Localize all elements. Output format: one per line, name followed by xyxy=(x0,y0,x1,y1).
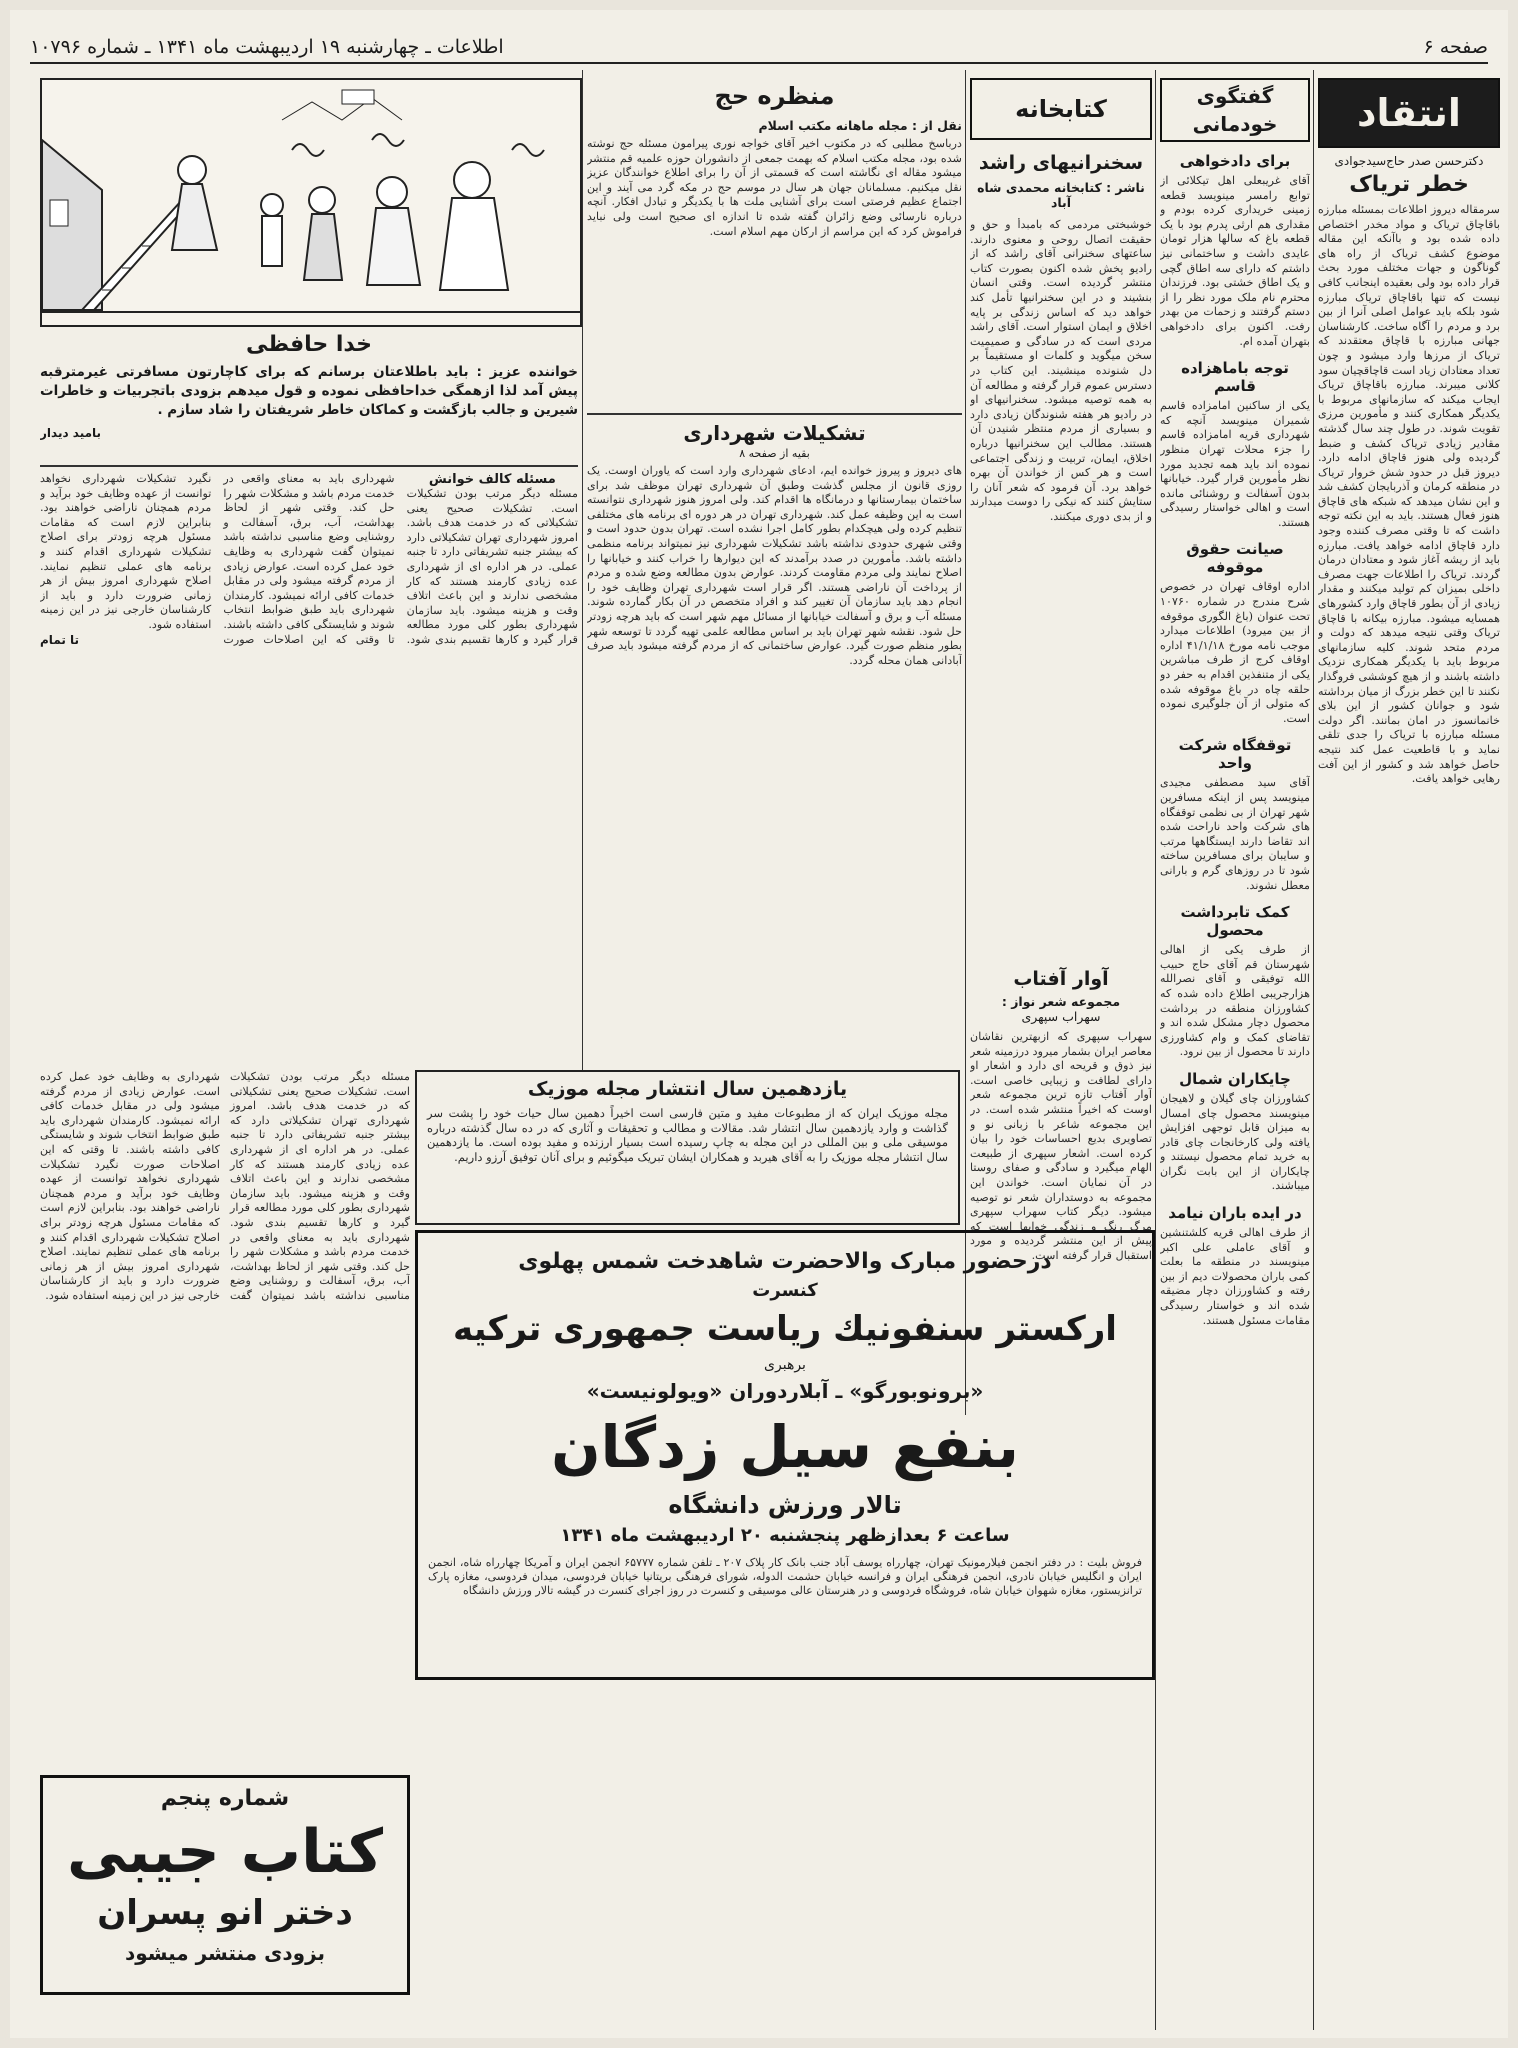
letter-title: برای دادخواهی xyxy=(1179,152,1291,170)
article-title: منظره حج xyxy=(714,82,835,110)
cartoon-sign: بامید دیدار xyxy=(40,426,102,440)
letter-body: یکی از ساکنین امامزاده قاسم شمیران مینویسد آنچه که شهرداری قریه امامزاده قاسم را جزء محلات تهران منظور نموده اند باید همه تجدید مورد نظر مأمورین قرار گیرد. خیابانها بدون آسفالت و روشنائی مانده است و اهالی خواستار رسیدگی هستند. xyxy=(1160,399,1310,529)
headline: خطر تریاک xyxy=(1349,172,1469,197)
subarticle-note: بقیه از صفحه ۸ xyxy=(739,447,810,460)
ad-issue: شماره پنجم xyxy=(160,1786,290,1811)
letter-title: چایکاران شمال xyxy=(1179,1069,1291,1088)
letter-title: در ایده باران نیامد xyxy=(1168,1204,1302,1223)
article-title: مسئله کالف خوانش xyxy=(428,472,556,487)
ad-benefit: بنفع سیل زدگان xyxy=(551,1413,1019,1481)
article-body: درباسخ مطلبی که در مکتوب اخیر آقای خواجه نوری پیرامون مسئله حج نوشته شده بود، مجله مکتب اسلام که بهمت جمعی از دانشوران حوزه علمیه قم منتشر میشود مقاله ای نگاشته است که قسمتی از آن را برای اطلاع خوانندگان عزیز نقل میکنیم. مسلمانان جهان هر سال در موسم حج در مکه گرد می آیند و این اجتماع عظیم فرصتی است برای آشنایی ملت ها با یکدیگر و تبادل افکار. آنچه درباره نارسائی وضع زائران گفته شده تا اندازه ای صحیح است ولی نباید فراموش کرد که این مراسم از ارکان مهم اسلام است. xyxy=(587,137,962,238)
cartoon-drawing xyxy=(42,80,580,325)
letter-body: کشاورزان چای گیلان و لاهیجان مینویسند محصول چای امسال به میزان قابل توجهی افزایش یافته ولی کارخانجات چای قادر به خرید تمام محصول نیستند و چایکاران از این بابت نگران میباشند. xyxy=(1160,1091,1310,1193)
letter-body: آقای سید مصطفی مجیدی مینویسد پس از اینکه مسافرین شهر تهران از بی نظمی توقفگاه های شرکت واحد ناراحت شده اند تقاضا دارند ایستگاهها مرتب و سایبان برای مسافرین ساخته شود تا در روزهای گرم و بارانی معطل نشوند. xyxy=(1160,776,1310,892)
column-rule xyxy=(1313,70,1314,2030)
column-logo: کتابخانه xyxy=(970,78,1152,140)
ad-conductor-label: برهبری xyxy=(764,1357,806,1373)
ad-venue: تالار ورزش دانشگاه xyxy=(668,1491,902,1519)
column-criticism xyxy=(1318,78,1500,2028)
ad-tickets: فروش بلیت : در دفتر انجمن فیلارمونیک تهران، چهارراه یوسف آباد جنب بانک کار پلاک ۲۰۷ ـ تلفن شماره ۶۵۷۷۷ انجمن ایران و آمریکا چهارراه شاه، انجمن ایران و انگلیس خیابان نادری، انجمن فرهنگی ایران و فرانسه خیابان حشمت الدوله، شورای فرهنگی بریتانیا خیابان فردوسی، میدان فردوسی، مغازه پارک ترانزیستور، مغازه شهوان خیابان شاه، فروشگاه فردوسی و در هنرستان عالی موسیقی و کنسرت در روز اجرای کنسرت در گیشه تالار ورزش دانشگاه xyxy=(428,1556,1142,1597)
ad-subtitle: دختر انو پسران xyxy=(97,1893,353,1933)
book-publisher: ناشر : کتابخانه محمدی شاه آباد xyxy=(977,180,1145,210)
ad-orchestra: ارکستر سنفونیك ریاست جمهوری ترکیه xyxy=(453,1309,1117,1349)
box-body: مجله موزیک ایران که از مطبوعات مفید و متین فارسی است اخیراً دهمین سال حیات خود را پشت سر گذاشت و وارد یازدهمین سال انتشار شد. مقالات و مطالب و تحقیقات و آثاری که در ده سال گذشته درباره موسیقی ملی و بین المللی در این مجله به چاپ رسیده است بسیار ارزنده و مفید بوده است. ما یازدهمین سال انتشار مجله موزیک را به آقای هیربد و همکاران ایشان تبریک میگوئیم و برای آنان توفیق آرزو داریم. xyxy=(427,1106,948,1164)
book-title: سخنرانیهای راشد xyxy=(978,152,1144,174)
article-body: مسئله دیگر مرتب بودن تشکیلات است. تشکیلات صحیح یعنی تشکیلاتی که در خدمت هدف باشد. امروز شهرداری تهران تشکیلاتی دارد که بیشتر جنبه تشریفاتی دارد تا جنبه عملی. در هر اداره ای از شهرداری عده زیادی کارمند هستند که کار مشخصی ندارند و این باعث اتلاف وقت و هزینه میشود. باید سازمان شهرداری بطور کلی مورد مطالعه قرار گیرد و کارها تقسیم بندی شود. شهرداری باید به معنای واقعی در خدمت مردم باشد و مشکلات شهر را حل کند. وقتی شهر از لحاظ بهداشت، آب، برق، آسفالت و روشنایی وضع مناسبی نداشته باشد نمیتوان گفت شهرداری به وظایف خود عمل کرده است. عوارض زیادی از مردم گرفته میشود ولی در مقابل خدمات کافی ارائه نمیشود. کارمندان شهرداری باید طبق ضوابط انتخاب شوند و شایستگی کافی داشته باشند. تا وقتی که این اصلاحات صورت نگیرد تشکیلات شهرداری نخواهد توانست از عهده وظایف خود برآید و مردم همچنان ناراضی خواهند بود. بنابراین لازم است که مقامات مسئول هرچه زودتر برای اصلاح تشکیلات شهرداری اقدام کنند و برنامه های عملی تنظیم نمایند. اصلاح شهرداری امروز بیش از هر زمانی ضرورت دارد و باید از کارشناسان خارجی نیز در این زمینه استفاده شود. xyxy=(40,472,578,646)
column-logo: گفتگوی خودمانی xyxy=(1160,78,1310,142)
letter-title: توجه باماهزاده قاسم xyxy=(1181,359,1289,396)
cartoon-caption-area xyxy=(40,328,578,463)
ad-kind: کنسرت xyxy=(752,1280,818,1301)
article-body: سرمقاله دیروز اطلاعات بمسئله مبارزه باقاچاق تریاک و مواد مخدر اختصاص داده شده بود و باآنکه این مقاله موضوع کشف تریاک از راه های گوناگون و جهات مختلف مورد بحث قرار داده بود ولی بعقیده اینجانب کافی نیست که تنها باقاچاق تریاک مبارزه شود بلکه باید عوامل اصلی آنرا از بین برد و مردم را آگاه ساخت. کارشناسان جهانی مبارزه با قاچاق معتقدند که تریاک از مرزها وارد میشود و چون تعداد معتادان زیاد است قاچاقچیان سود کلانی میبرند. مبارزه باقاچاق تریاک ایجاب میکند که سازمانهای مربوط با یکدیگر همکاری کنند و مأمورین مرزی تقویت شوند. در طول چند سال گذشته مقادیر زیادی تریاک کشف و ضبط گردیده ولی هنوز قاچاق ادامه دارد. دیروز قبل در حدود شش خروار تریاک در منطقه کرمان و آذربایجان کشف شد و این نشان میدهد که شبکه های قاچاق هنوز فعال هستند. باید به این نکته توجه داشت که تا وقتی مصرف کننده وجود دارد قاچاق ادامه خواهد یافت. مبارزه باید از ریشه آغاز شود و معتادان درمان گردند. تریاک را اطلاعات جهت مصرف داخلی بمیزان کم تولید میکنند و مقدار زیادی از آن بطور قاچاق وارد کشورهای همسایه میشود. مبارزه بیکانه با قاچاق تریاک وقتی نتیجه میدهد که دولت و مردم متحد شوند. کلیه سازمانهای مربوط باید با یکدیگر همکاری نزدیک داشته باشند و از هیچ کوششی فروگذار نکنند تا این خطر بزرگ از میان برداشته شود و جوانان کشور از این بلای خانمانسوز در امان بمانند. اگر دولت مسئله مبارزه با تریاک را جدی تلقی نماید و با قاطعیت عمل کند نتیجه حاصل خواهد شد و کشور از این آفت رهایی خواهد یافت. xyxy=(1318,203,1500,786)
column-rule xyxy=(582,70,583,1070)
ad-soon: بزودی منتشر میشود xyxy=(124,1941,326,1965)
letter-body: از طرف اهالی قریه کلشتنشین و آقای عاملی علی اکبر مینویسند در منطقه ما بعلت کمی باران محصولات دیم از بین رفته و کشاورزان دچار مضیقه شده اند و خواستار رسیدگی مقامات مسئول هستند. xyxy=(1160,1226,1310,1327)
cartoon-caption: خواننده عزیز : باید باطلاعتان برسانم که برای کاچارتون مسافرتی غیرمترقبه پیش آمد لذا ازهمگی خداحافظی نموده و قول میدهم بزودی باتجربیات و خاطرات شیرین و جالب بازگشت و کماکان خاطر شریفتان را شاد سازم . xyxy=(40,364,578,418)
letter-body: از طرف یکی از اهالی شهرستان قم آقای حاج حبیب الله توفیقی و آقای نصرالله هزارجریبی اطلاع داده شده که کشاورزان منطقه در برداشت محصول دچار مشکل شده اند و تقاضای کمک و وام کشاورزی دارند تا محصول از بین نرود. xyxy=(1160,943,1310,1059)
column-rule xyxy=(1155,70,1156,2030)
letter-body: اداره اوقاف تهران در خصوص شرح مندرج در شماره ۱۰۷۶۰ تحت عنوان (باغ الگوری موقوفه از بین میرود) اطلاعات میدارد موجب نامه مورخ ۴۱/۱/۱۸ اداره اوقاف کرج از طرف مباشرین یکی از متنفذین اقدام به حفر دو حلقه چاه در باغ موقوفه شده که متولی از آن جلوگیری نموده است. xyxy=(1160,580,1310,725)
page-number: صفحه ۶ xyxy=(1423,36,1488,58)
filler-body: مسئله دیگر مرتب بودن تشکیلات است. تشکیلات صحیح یعنی تشکیلاتی که در خدمت هدف باشد. امروز شهرداری تهران تشکیلاتی دارد که بیشتر جنبه تشریفاتی دارد تا جنبه عملی. در هر اداره ای از شهرداری عده زیادی کارمند هستند که کار مشخصی ندارند و این باعث اتلاف وقت و هزینه میشود. باید سازمان شهرداری بطور کلی مورد مطالعه قرار گیرد و کارها تقسیم بندی شود. شهرداری باید به معنای واقعی در خدمت مردم باشد و مشکلات شهر را حل کند. وقتی شهر از لحاظ بهداشت، آب، برق، آسفالت و روشنایی وضع مناسبی نداشته باشد نمیتوان گفت شهرداری به وظایف خود عمل کرده است. عوارض زیادی از مردم گرفته میشود ولی در مقابل خدمات کافی ارائه نمیشود. کارمندان شهرداری باید طبق ضوابط انتخاب شوند و شایستگی کافی داشته باشند. تا وقتی که این اصلاحات صورت نگیرد تشکیلات شهرداری نخواهد توانست از عهده وظایف خود برآید و مردم همچنان ناراضی خواهند بود. بنابراین لازم است که مقامات مسئول هرچه زودتر برای اصلاح تشکیلات شهرداری اقدام کنند و برنامه های عملی تنظیم نمایند. اصلاح شهرداری امروز بیش از هر زمانی ضرورت دارد و باید از کارشناسان خارجی نیز در این زمینه استفاده شود. xyxy=(40,1070,410,1302)
section-subtitle: مجموعه شعر نواز : xyxy=(1001,994,1121,1009)
letter-body: آقای غریبعلی اهل تیکلائی از توابع رامسر مینویسد قطعه زمینی خریداری کرده بودم و مقداری هم ارثی پدرم بود با یک قطعه باغ که سالها هزار تومان عایدی داشت و ساختمانی نیز داشتم که دارای سه اطاق گچی و یک اطاق خشتی بود. فرزندان محترم نام ملک مورد نظر را از دستم گرفتند و زحمات من بهدر رفت. اکنون برای دادخواهی بتهران آمده ام. xyxy=(1160,174,1310,348)
article-end: تا تمام xyxy=(40,632,80,647)
page-header xyxy=(30,32,1488,64)
music-magazine-box xyxy=(415,1070,960,1225)
book-review: خوشبختی مردمی که بامبدأ و حق و حقیقت اتصال روحی و معنوی دارند. ساعتهای سخنرانی آقای راشد که از رادیو پخش شده اکنون بصورت کتاب منتشر گردیده است. وقتی انسان بنشیند و در این سخنرانیها تأمل کند خواهد دید که اساس زندگی بر پایه اخلاق و ایمان استوار است. آقای راشد مردی است که در سادگی و صمیمیت سخن میگوید و کلمات او مستقیماً بر دل شنونده مینشیند. این کتاب در دسترس عموم قرار گرفته و مطالعه آن به همه توصیه میشود. سخنرانیهای او در رادیو هر هفته شنوندگان زیادی دارد و بسیاری از مردم منتظر شنیدن آن هستند. مطالب این سخنرانیها درباره اخلاق، ایمان، تربیت و زندگی اجتماعی است و هر کس از خواندن آن بهره خواهد برد. آن فرمود که شعر آنان را ستایش کنند که نیکی را دوست میدارند و از بدی دوری میکنند. xyxy=(970,218,1152,523)
pocket-book-ad xyxy=(40,1775,410,1995)
column-library xyxy=(970,78,1152,2028)
column-filler xyxy=(40,1070,410,1770)
cartoon-title: خدا حافظی xyxy=(246,332,372,357)
column-rule xyxy=(965,70,966,1415)
subarticle-title: تشکیلات شهرداری xyxy=(683,421,866,445)
letter-title: توقفگاه شرکت واحد xyxy=(1178,736,1292,773)
ad-title: کتاب جیبی xyxy=(66,1817,384,1887)
column-hajj xyxy=(587,78,962,1068)
article-source: نقل از : مجله ماهانه مکتب اسلام xyxy=(758,118,962,133)
ad-conductor: «برونوبورگو» ـ آبلاردوران «ویولونیست» xyxy=(586,1379,984,1403)
cartoon-panel xyxy=(40,78,582,327)
column-logo: انتقاد xyxy=(1318,78,1500,148)
divider xyxy=(40,465,578,467)
ad-patron: درحضور مبارک والاحضرت شاهدخت شمس پهلوی xyxy=(518,1249,1052,1274)
dateline: اطلاعات ـ چهارشنبه ۱۹ اردیبهشت ماه ۱۳۴۱ ـ شماره ۱۰۷۹۶ xyxy=(30,36,504,58)
column-municipality-cont xyxy=(40,472,578,1067)
byline: دکترحسن صدر حاج‌سیدجوادی xyxy=(1334,154,1484,168)
box-title: یازدهمین سال انتشار مجله موزیک xyxy=(527,1078,848,1100)
letter-title: کمک تابرداشت محصول xyxy=(1180,903,1290,940)
section-author: سهراب سپهری xyxy=(1021,1009,1101,1024)
divider xyxy=(587,413,962,415)
subarticle-body: های دیروز و پیروز خوانده ایم، ادعای شهرداری وارد است که یاوران اوست. یک روزی قانون از مجلس گذشت وطبق آن شهرداری تهران موظف شد برای ساختمان بیمارستانها و درمانگاه ها اقدام کند. ولی امروز هنوز شهرداری نتوانسته است به این وظیفه عمل کند. شهرداری تهران در هر دوره ای برنامه های مختلفی تنظیم کرده ولی هیچکدام بطور کامل اجرا نشده است. تهران بدون حدود است و وقتی شهری حدودی نداشته باشد تشکیلات شهرداری نیز نمیتواند برنامه منظمی داشته باشد. مأمورین در صدد برآمدند که این دیوارها را خراب کنند و خیابانها را اصلاح نمایند ولی مردم مقاومت کردند. عوارض بدون مطالعه وضع شده و مردم از پرداخت آن ناراضی هستند. اگر قرار است شهرداری تهران وظایف خود را انجام دهد باید سازمان آن تغییر کند و افراد متخصص در آن بکار گمارده شوند. مسئله آب و برق و آسفالت خیابانها از مسائل مهم شهر است که باید هرچه زودتر حل شود. نقشه شهر تهران باید بر اساس مطالعه علمی تهیه گردد تا توسعه شهر بطور منظم صورت گیرد. عوارض ساختمانی که از مردم گرفته میشود باید صرف آبادانی همان محله گردد. xyxy=(587,464,962,667)
concert-ad xyxy=(415,1230,1155,1680)
ad-time: ساعت ۶ بعدازظهر پنجشنبه ۲۰ اردیبهشت ماه ۱۳۴۱ xyxy=(560,1525,1010,1546)
section-title: آوار آفتاب xyxy=(1013,968,1109,990)
column-letters xyxy=(1160,78,1310,2028)
newspaper-page xyxy=(10,10,1508,2038)
letter-title: صیانت حقوق موقوفه xyxy=(1186,540,1284,577)
section-body: سهراب سپهری که ازبهترین نقاشان معاصر ایران بشمار میرود درزمینه شعر نیز ذوق و قریحه ای دارد و اشعار او دارای لطافت و زیبایی خاصی است. آوار آفتاب تازه ترین مجموعه شعر اوست که اخیراً منتشر شده است. در این مجموعه شاعر با زبانی نو و تصاویری بدیع احساسات خود را بیان کرده است. اشعار سپهری از طبیعت الهام میگیرد و سادگی و صفای روستا در آن نمایان است. خواندن این مجموعه به دوستداران شعر نو توصیه میشود. دیگر کتاب سهراب سپهری مرگ رنگ و زندگی خوابها است که پیش از این منتشر گردیده و مورد استقبال قرار گرفته است. xyxy=(970,1030,1152,1262)
letters-list xyxy=(1160,152,1310,1328)
